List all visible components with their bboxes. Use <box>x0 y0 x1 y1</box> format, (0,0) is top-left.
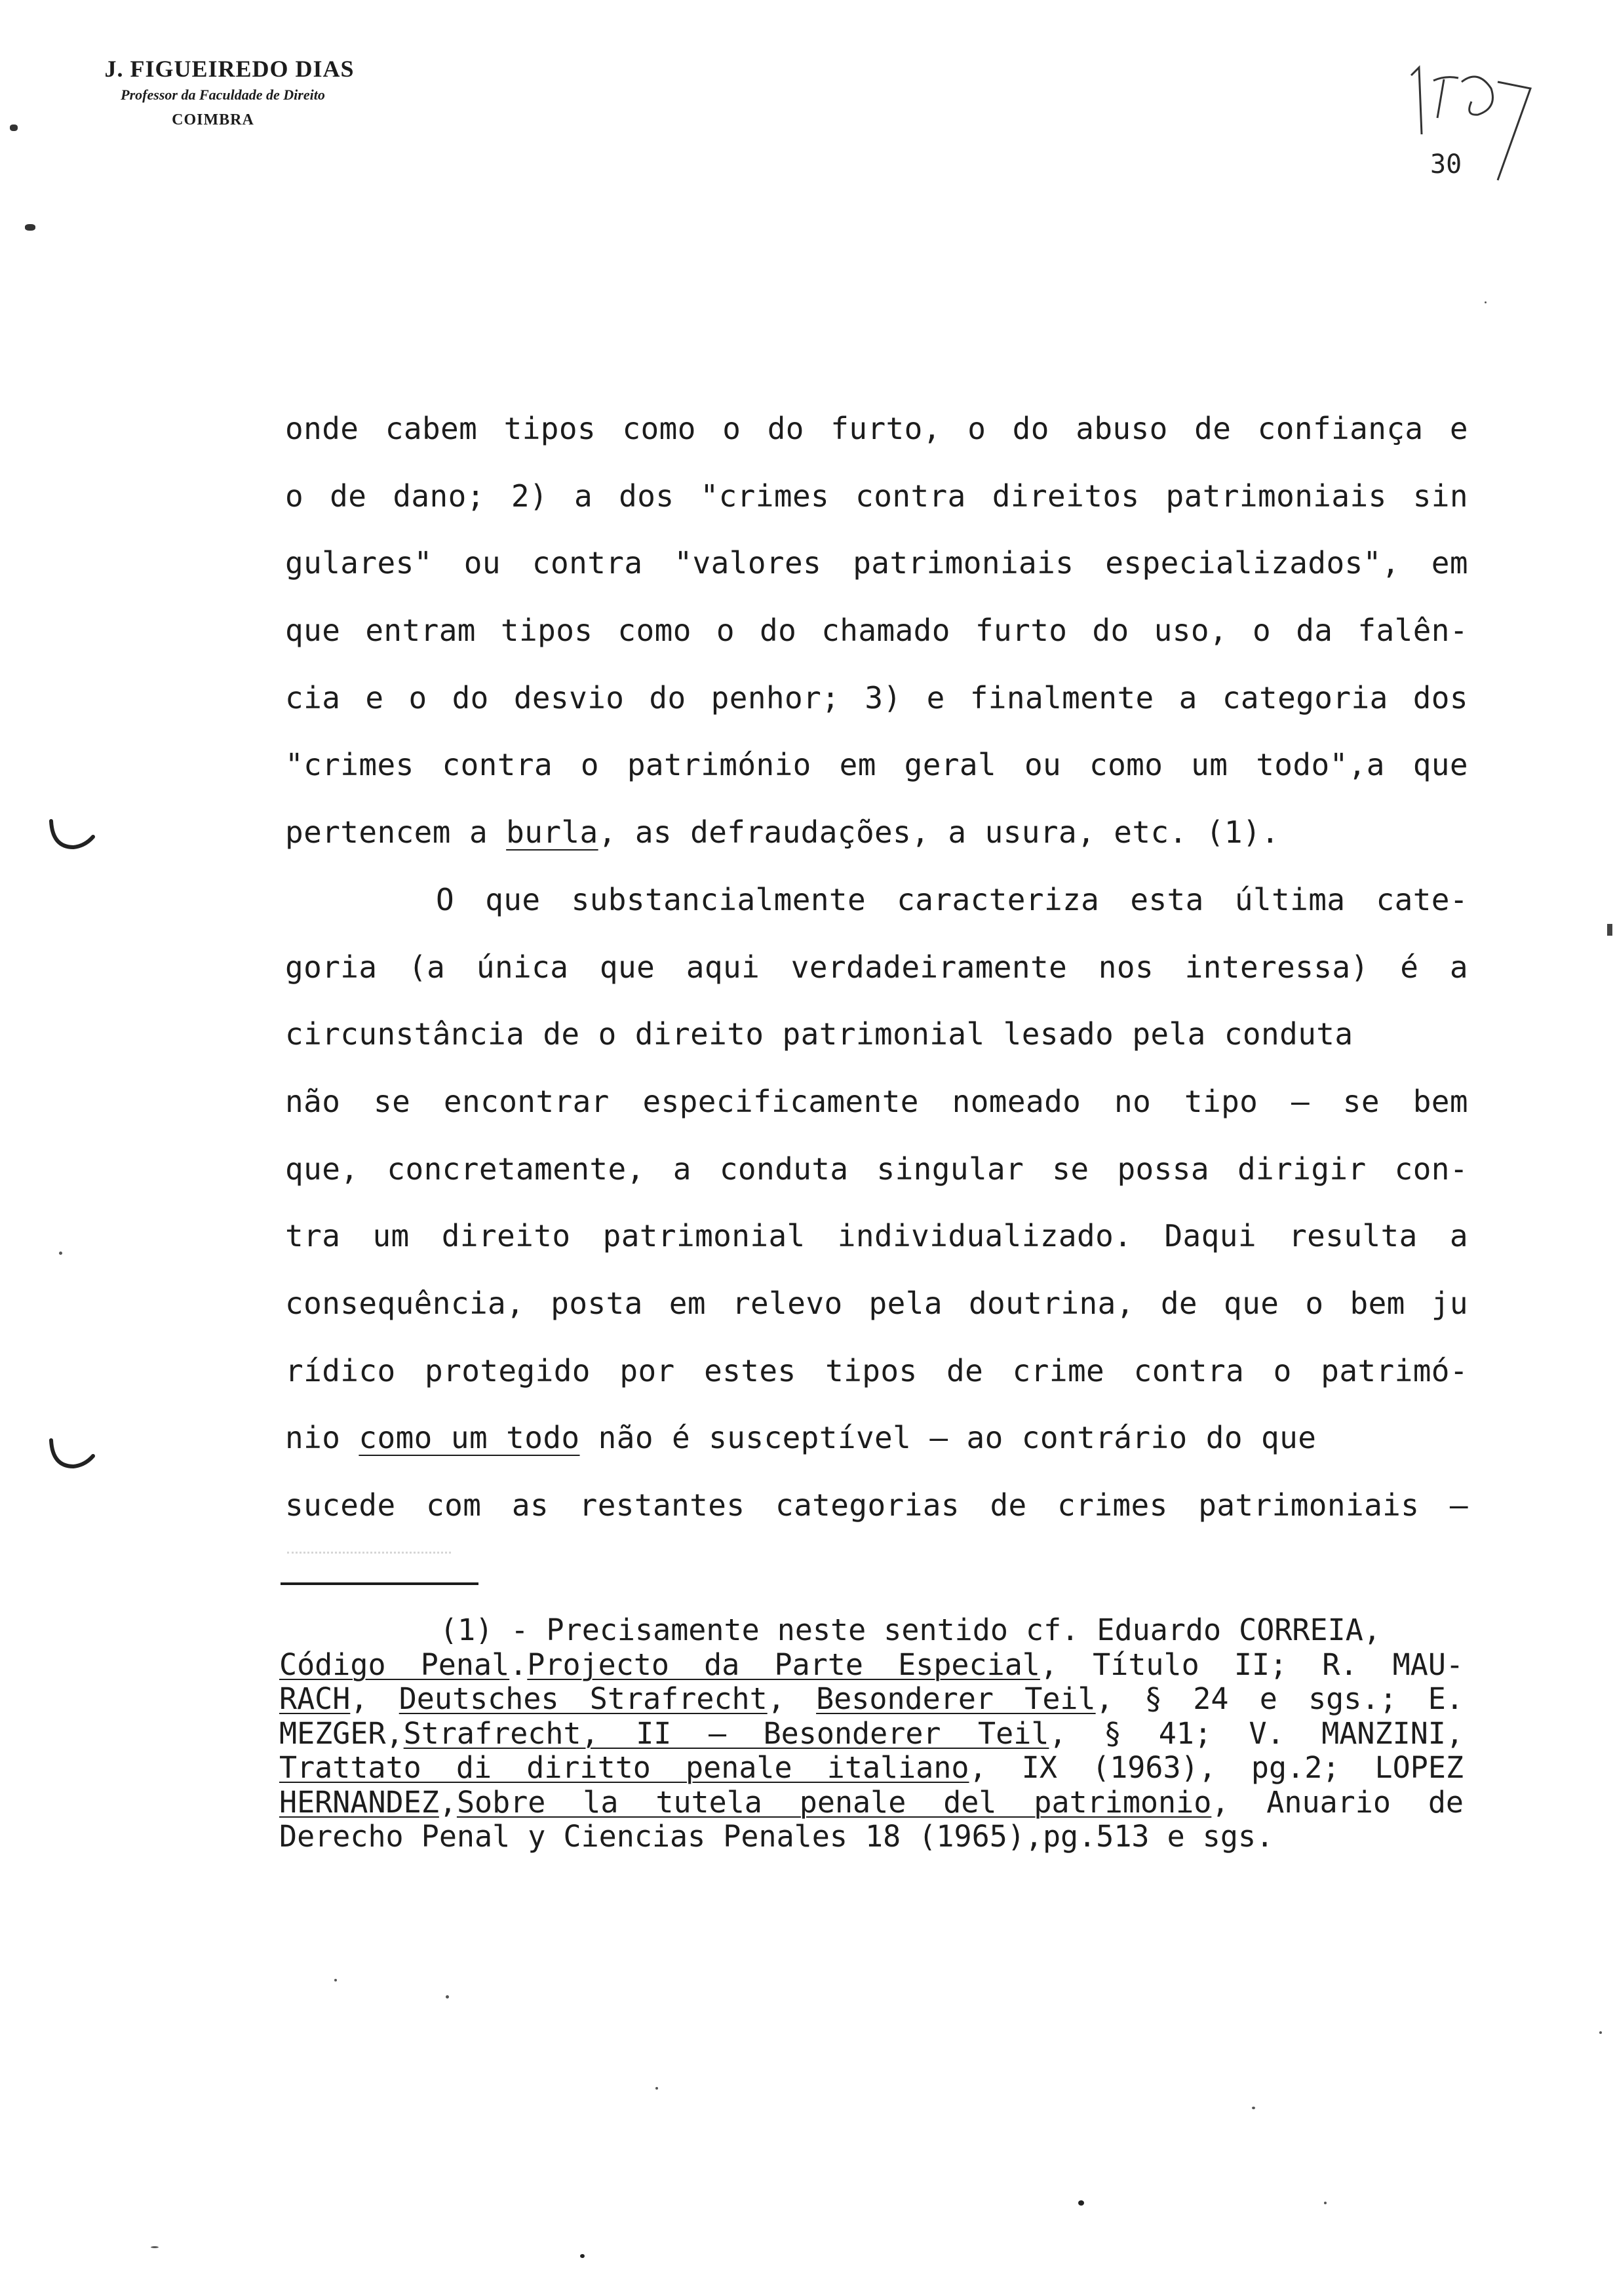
citation-title: Sobre la tutela penale del patrimonio <box>456 1784 1212 1820</box>
text-span: , as defraudações, a usura, etc. (1). <box>598 814 1280 851</box>
margin-arc-mark <box>46 816 98 855</box>
dotted-trace <box>287 1552 451 1554</box>
author-city: COIMBRA <box>172 111 254 128</box>
citation-title: Código Penal <box>279 1647 510 1682</box>
footnote-line <box>279 1648 1464 1683</box>
text-line: cia e o do desvio do penhor; 3) e finalmente a categoria dos <box>285 679 1468 716</box>
text-span: nio <box>285 1420 359 1456</box>
text-span: , IX (1963), pg.2; LOPEZ <box>969 1750 1464 1785</box>
text-span: , § 41; V. MANZINI, <box>1049 1715 1464 1751</box>
scan-speck <box>580 2254 585 2258</box>
underlined-term: como um todo <box>359 1420 580 1456</box>
text-span: MEZGER, <box>279 1715 404 1751</box>
footnote-line: Derecho Penal y Ciencias Penales 18 (1965),pg.513 e sgs. <box>279 1819 1274 1854</box>
text-line: que entram tipos como o do chamado furto do uso, o da falên- <box>285 613 1468 649</box>
scan-speck <box>446 1995 449 1999</box>
scan-speck <box>1599 2031 1602 2034</box>
footnote-line <box>279 1717 1464 1751</box>
footnote-line <box>279 1786 1464 1820</box>
text-line: que, concretamente, a conduta singular se possa dirigir con- <box>285 1151 1468 1187</box>
scan-speck <box>655 2087 658 2090</box>
text-span: , <box>767 1681 817 1716</box>
text-line: circunstância de o direito patrimonial lesado pela conduta <box>285 1016 1353 1052</box>
scan-speck <box>59 1252 62 1255</box>
citation-title: Strafrecht, II — Besonderer Teil <box>403 1715 1049 1751</box>
text-line: tra um direito patrimonial individualizado. Daqui resulta a <box>285 1218 1468 1254</box>
text-line: gulares" ou contra "valores patrimoniais especializados", em <box>285 545 1468 581</box>
text-span: , § 24 e sgs.; E. <box>1095 1681 1464 1716</box>
scan-speck <box>334 1979 337 1981</box>
text-line <box>285 1415 1468 1483</box>
handwritten-folio-mark <box>1399 56 1547 187</box>
page-number: 30 <box>1430 149 1462 180</box>
footnote <box>279 1613 1464 1854</box>
text-span: , Anuario de <box>1211 1784 1464 1820</box>
text-span: , <box>350 1681 399 1716</box>
underlined-term: burla <box>506 814 598 851</box>
scan-speck <box>1485 301 1487 303</box>
scan-speck <box>1078 2200 1084 2206</box>
text-line: o de dano; 2) a dos "crimes contra direitos patrimoniais sin <box>285 478 1468 514</box>
margin-arc-mark <box>46 1435 98 1474</box>
edge-mark <box>1607 924 1612 936</box>
scan-speck <box>1252 2107 1255 2109</box>
text-line: consequência, posta em relevo pela doutrina, de que o bem ju <box>285 1285 1468 1321</box>
author-title: Professor da Faculdade de Direito <box>121 86 325 103</box>
footnote-separator <box>281 1582 478 1585</box>
author-name: J. FIGUEIREDO DIAS <box>104 56 355 82</box>
citation-author: RACH <box>279 1681 351 1716</box>
text-line: rídico protegido por estes tipos de crime contra o patrimó- <box>285 1352 1468 1388</box>
text-span: não é susceptível — ao contrário do que <box>579 1420 1317 1456</box>
text-span: pertencem a <box>285 814 507 851</box>
citation-title: Projecto da Parte Especial <box>527 1647 1040 1682</box>
footnote-line: (1) - Precisamente neste sentido cf. Eduardo CORREIA, <box>440 1613 1381 1647</box>
body-text <box>285 406 1468 1550</box>
hole-punch-mark <box>10 124 18 131</box>
text-line: onde cabem tipos como o do furto, o do abuso de confiança e <box>285 411 1468 446</box>
text-span: , <box>438 1784 457 1820</box>
citation-title: Besonderer Teil <box>816 1681 1096 1716</box>
text-line: goria (a única que aqui verdadeiramente nos interessa) é a <box>285 949 1468 985</box>
text-line: sucede com as restantes categorias de crimes patrimoniais — <box>285 1487 1468 1523</box>
text-line: "crimes contra o património em geral ou como um todo",a que <box>285 747 1468 783</box>
footnote-line <box>279 1751 1464 1786</box>
text-span: . <box>509 1647 528 1682</box>
footnote-line <box>279 1682 1464 1717</box>
citation-author: HERNANDEZ <box>279 1784 439 1820</box>
hole-punch-mark <box>25 224 35 231</box>
text-span: , Título II; R. MAU- <box>1040 1647 1464 1682</box>
scan-speck <box>151 2246 159 2248</box>
text-line: O que substancialmente caracteriza esta última cate- <box>436 881 1468 917</box>
letterhead <box>59 55 400 129</box>
citation-title: Trattato di diritto penale italiano <box>279 1750 969 1785</box>
text-line: não se encontrar especificamente nomeado no tipo — se bem <box>285 1083 1468 1119</box>
scan-speck <box>1324 2202 1327 2204</box>
text-line <box>285 810 1468 877</box>
citation-title: Deutsches Strafrecht <box>399 1681 768 1716</box>
